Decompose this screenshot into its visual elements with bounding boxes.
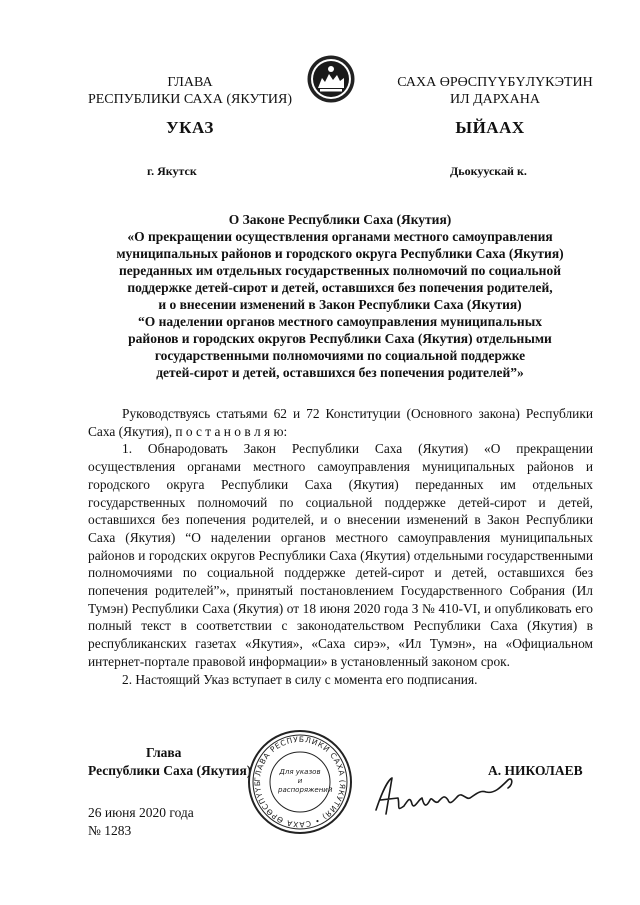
header-right-line1: САХА ӨРӨСПҮҮБҮЛҮКЭТИН [397,75,593,90]
title-line: О Законе Республики Саха (Якутия) [228,212,452,227]
preamble-paragraph: Руководствуясь статьями 62 и 72 Конституции (Основного закона) Республики Саха (Якутия), п о с т а н о в л я ю: [88,406,593,439]
official-stamp [246,728,354,836]
item-1-paragraph: 1. Обнародовать Закон Республики Саха (Якутия) «О прекращении осуществления органами местного самоуправления муниципальных районов и городского округа Республики Саха (Якутия) переданных им отдельных государственных полномочий по социальной поддержке детей-сирот и детей, оставшихся без попечения родителей, и о внесении изменений в Закон Республики Саха (Якутия) “О наделении органов местного самоуправления муниципальных районов и городских округов Республики Саха (Якутия) отдельными государственными полномочиями по социальной поддержке детей-сирот и детей, оставшихся без попечения родителей”», принятый постановлением Государственного Собрания (Ил Тумэн) Республики Саха (Якутия) от 18 июня 2020 года З № 410-VI, и опубликовать его полный текст в соответствии с законодательством Республики Саха (Якутия) в республиканских газетах «Якутия», «Саха сирэ», «Ил Тумэн», на «Официальном интернет-портале правовой информации» в установленный законом срок. [88,441,593,669]
title-line: «О прекращении осуществления органами местного самоуправления [127,229,553,244]
header-right-line2: ИЛ ДАРХАНА [449,92,540,107]
title-line: и о внесении изменений в Закон Республики Саха (Якутия) [158,297,522,312]
header-left [80,74,300,108]
document-date: 26 июня 2020 года [88,805,194,820]
title-line: государственными полномочиями по социальной поддержке [154,348,526,363]
signatory-position [88,744,251,780]
signatory-position-line1: Глава [146,745,182,760]
signatory-name: А. НИКОЛАЕВ [488,763,583,778]
stamp-center-text: Для указов и распоряжений [278,768,333,794]
signatory-position-line2: Республики Саха (Якутия) [88,763,252,778]
city-left: г. Якутск [147,164,197,178]
coat-of-arms-emblem [306,54,356,104]
title-line: “О наделении органов местного самоуправления муниципальных [137,314,543,329]
title-line: муниципальных районов и городского округа Республики Саха (Якутия) [116,246,564,261]
city-right: Дьокуускай к. [450,164,527,178]
stamp-ring-text: ГЛАВА РЕСПУБЛИКИ САХА (ЯКУТИЯ) • САХА ӨРӨСПҮҮБ [252,734,348,830]
title-line: районов и городских округов Республики Саха (Якутия) отдельными [128,331,552,346]
document-body [88,405,593,688]
title-line: переданных им отдельных государственных полномочий по социальной [119,263,561,278]
document-number: № 1283 [88,823,132,838]
doc-type-left: УКАЗ [166,118,214,137]
item-2-paragraph: 2. Настоящий Указ вступает в силу с момента его подписания. [122,671,478,687]
header-right [382,74,608,108]
header-left-line1: ГЛАВА [167,75,213,90]
header-left-line2: РЕСПУБЛИКИ САХА (ЯКУТИЯ) [87,92,293,107]
title-line: детей-сирот и детей, оставшихся без попечения родителей”» [156,365,524,380]
doc-type-right: ЫЙААХ [455,118,525,137]
title-line: поддержке детей-сирот и детей, оставшихся без попечения родителей, [127,280,553,295]
document-title [80,211,600,381]
